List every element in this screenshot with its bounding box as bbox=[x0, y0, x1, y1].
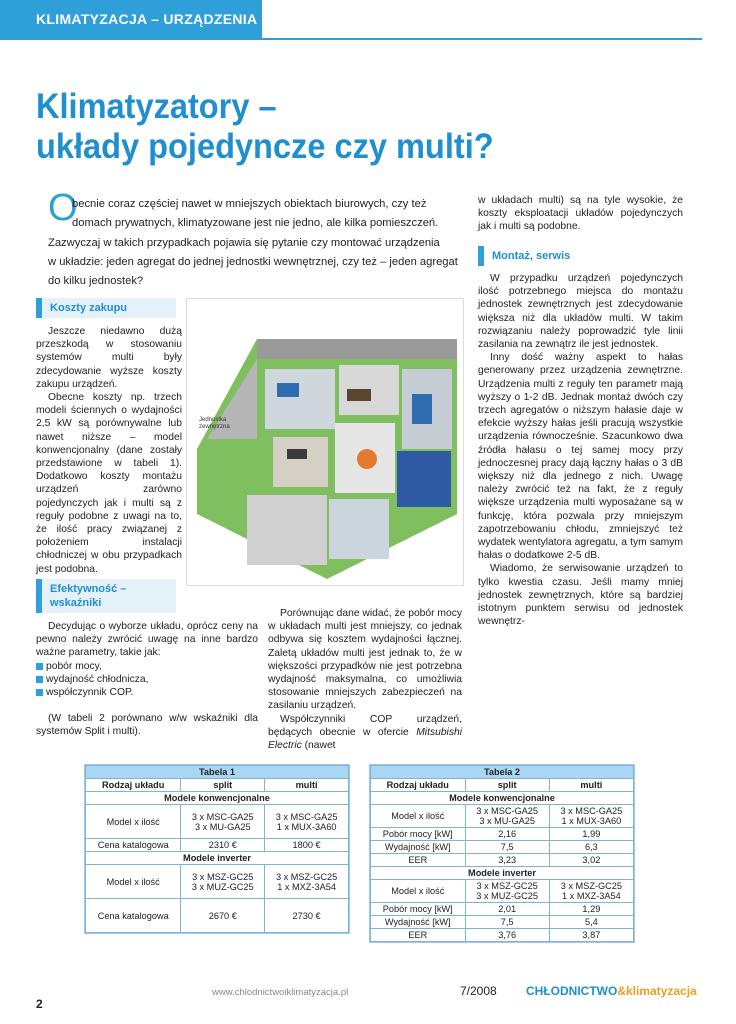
office-floorplan-image bbox=[187, 299, 463, 585]
section-heading-text: wskaźniki bbox=[50, 597, 102, 609]
table-cell: EER bbox=[371, 854, 466, 867]
table-cell: Model x ilość bbox=[86, 805, 181, 839]
column-middle bbox=[268, 607, 462, 752]
issue-number: 7/2008 bbox=[460, 984, 497, 998]
paragraph: Inny dość ważny aspekt to hałas generowany przez urządzenia zewnętrzne. Urządzenia multi z reguły ten parametr mają wyższy o 1-2 dB. Jednak montaż dwóch czy trzech agregatów o niższym hałasie daje w efekcie wyższy hałas jeśli pracują wszystkie urządzenia równocześnie. Szacunkowo dwa źródła hałasu o tej samej mocy przy jednoczesnej pracy dają łączny hałas o 3 dB większy niż dla jednego z nich. Uwagę należy zwrócić też na fakt, że z reguły większe urządzenia multi wyposażane są w funkcję, która pozwala przy mniejszym zapotrzebowaniu chłodu, zmniejszyć też wydatek wentylatora agregatu, a tym samym hałas o dodatkowe 2-5 dB. bbox=[478, 352, 683, 562]
table-cell: 3 x MSZ-GC25 3 x MUZ-GC25 bbox=[465, 880, 549, 903]
table-header-cell: split bbox=[465, 779, 549, 792]
logo-part-a: CHŁODNICTWO bbox=[526, 984, 618, 998]
table-cell: 3,23 bbox=[465, 854, 549, 867]
table-cell: 3 x MSZ-GC25 1 x MXZ-3A54 bbox=[265, 865, 349, 899]
lead-paragraph bbox=[48, 195, 463, 291]
table-cell: 5,4 bbox=[549, 916, 633, 929]
table-cell: 2730 € bbox=[265, 899, 349, 933]
paragraph-text: Współczynniki COP urządzeń, będących obecnie w ofercie bbox=[268, 713, 462, 738]
section-heading-text: Montaż, serwis bbox=[492, 250, 571, 262]
table-group-row: Modele inverter bbox=[86, 852, 349, 865]
paragraph-text: (nawet bbox=[301, 740, 336, 752]
table-cell: 3 x MSC-GA25 3 x MU-GA25 bbox=[465, 805, 549, 828]
table-title: Tabela 1 bbox=[86, 766, 349, 779]
table-2 bbox=[369, 764, 635, 943]
image-caption-line2: zewnętrzna bbox=[199, 424, 230, 430]
magazine-logo bbox=[526, 984, 697, 998]
table-cell: 7,5 bbox=[465, 841, 549, 854]
section-header-band bbox=[0, 0, 262, 40]
table-cell: 3 x MSZ-GC25 3 x MUZ-GC25 bbox=[181, 865, 265, 899]
table-cell: 2,01 bbox=[465, 903, 549, 916]
table-cell: 3,87 bbox=[549, 929, 633, 942]
table-cell: 3,02 bbox=[549, 854, 633, 867]
table-cell: Model x ilość bbox=[86, 865, 181, 899]
column-left-koszty bbox=[36, 325, 182, 576]
table-cell: EER bbox=[371, 929, 466, 942]
section-heading-text: Koszty zakupu bbox=[50, 302, 128, 314]
logo-ampersand: & bbox=[617, 984, 626, 998]
table-cell: 1800 € bbox=[265, 839, 349, 852]
table-cell: Model x ilość bbox=[371, 880, 466, 903]
table-cell: 1,99 bbox=[549, 828, 633, 841]
table-cell: 1,29 bbox=[549, 903, 633, 916]
lead-dropcap: O bbox=[48, 187, 78, 229]
table-cell: 6,3 bbox=[549, 841, 633, 854]
lead-line: Zazwyczaj w takich przypadkach pojawia się pytanie czy montować urządzenia bbox=[48, 236, 440, 249]
logo-part-b: klimatyzacja bbox=[626, 984, 697, 998]
section-heading-koszty bbox=[36, 298, 176, 318]
table-cell: Model x ilość bbox=[371, 805, 466, 828]
brand-name: Mitsubishi Electric bbox=[268, 726, 462, 752]
table-cell: 3 x MSC-GA25 1 x MUX-3A60 bbox=[549, 805, 633, 828]
page-number: 2 bbox=[36, 997, 43, 1011]
table-header-cell: multi bbox=[265, 779, 349, 792]
section-heading-efektywnosc bbox=[36, 579, 176, 613]
table-group-row: Modele konwencjonalne bbox=[371, 792, 634, 805]
paragraph: w układach multi) są na tyle wysokie, że koszty eksploatacji układów pojedynczych jak i multi są podobne. bbox=[478, 195, 683, 233]
paragraph bbox=[268, 713, 462, 753]
table-cell: 3 x MSC-GA25 3 x MU-GA25 bbox=[181, 805, 265, 839]
table-cell: 3 x MSZ-GC25 1 x MXZ-3A54 bbox=[549, 880, 633, 903]
paragraph: Obecne koszty np. trzech modeli ściennych o wydajności 2,5 kW są porównywalne lub nawet niższe – model konwencjonalny (dane zostały przedstawione w tabeli 1). Dodatkowo koszty montażu urządzeń zarówno pojedynczych jak i multi są z reguły podobne z uwagi na to, że ilość pracy związanej z położeniem instalacji chłodniczej w obu przypadkach jest podobna. bbox=[36, 392, 182, 575]
table-1 bbox=[84, 764, 350, 934]
lead-line: w układzie: jeden agregat do jednej jednostki wewnętrznej, czy też – jeden agregat bbox=[48, 255, 458, 268]
bullet-item: pobór mocy, bbox=[36, 660, 258, 673]
section-heading-text: Efektywność – bbox=[50, 583, 127, 595]
paragraph: Jeszcze niedawno dużą przeszkodą w stosowaniu systemów multi były zdecydowanie wyższe koszty zakupu urządzeń. bbox=[36, 326, 182, 390]
table-cell: Cena katalogowa bbox=[86, 839, 181, 852]
table-title: Tabela 2 bbox=[371, 766, 634, 779]
table-group-row: Modele konwencjonalne bbox=[86, 792, 349, 805]
article-title-line2: układy pojedyncze czy multi? bbox=[36, 127, 494, 166]
table-header-cell: multi bbox=[549, 779, 633, 792]
table-cell: Cena katalogowa bbox=[86, 899, 181, 933]
table-cell: 3,76 bbox=[465, 929, 549, 942]
paragraph: Porównując dane widać, że pobór mocy w układach multi jest mniejszy, co jednak odbywa się kosztem wydajności łącznej. Zaletą układów multi jest jednak to, że w większości przypadków nie jest potrzebna wydajność maksymalna, co umożliwia stosowanie mniejszych zabezpieczeń na zasilaniu urządzeń. bbox=[268, 608, 463, 712]
article-title-line1: Klimatyzatory – bbox=[36, 87, 277, 126]
column-right-top bbox=[478, 194, 683, 234]
table-cell: 3 x MSC-GA25 1 x MUX-3A60 bbox=[265, 805, 349, 839]
lead-line: becnie coraz częściej nawet w mniejszych obiektach biurowych, czy też bbox=[72, 198, 427, 210]
header-rule bbox=[262, 38, 702, 40]
table-cell: 2670 € bbox=[181, 899, 265, 933]
table-cell: Wydajność [kW] bbox=[371, 841, 466, 854]
footer-url[interactable]: www.chlodnictwoiklimatyzacja.pl bbox=[212, 987, 349, 998]
table-header-cell: split bbox=[181, 779, 265, 792]
paragraph: (W tabeli 2 porównano w/w wskaźniki dla systemów Split i multi). bbox=[36, 713, 258, 738]
office-illustration bbox=[186, 298, 464, 586]
image-caption-line1: Jednostka bbox=[199, 417, 227, 423]
bullet-item: wydajność chłodnicza, bbox=[36, 673, 258, 686]
section-heading-montaz bbox=[478, 246, 683, 266]
column-right-montaz bbox=[478, 272, 683, 628]
section-header-label: KLIMATYZACJA – URZĄDZENIA bbox=[36, 11, 258, 27]
lead-line: domach prywatnych, klimatyzowane jest nie jedno, ale kilka pomieszczeń. bbox=[72, 217, 439, 230]
table-group-row: Modele inverter bbox=[371, 867, 634, 880]
table-cell: 2310 € bbox=[181, 839, 265, 852]
column-left-efektywnosc bbox=[36, 620, 258, 739]
table-header-cell: Rodzaj układu bbox=[371, 779, 466, 792]
lead-line: do kilku jednostek? bbox=[48, 275, 144, 288]
table-cell: Pobór mocy [kW] bbox=[371, 903, 466, 916]
paragraph: Decydując o wyborze układu, oprócz ceny na pewno należy zwrócić uwagę na inne bardzo ważne parametry, takie jak: bbox=[36, 621, 258, 659]
article-title bbox=[36, 87, 631, 167]
table-cell: 2,16 bbox=[465, 828, 549, 841]
table-cell: Wydajność [kW] bbox=[371, 916, 466, 929]
table-header-cell: Rodzaj układu bbox=[86, 779, 181, 792]
paragraph: W przypadku urządzeń pojedynczych ilość potrzebnego miejsca do montażu jednostek zewnętrznych jest zdecydowanie większa niż dla układów multi. W takim rozwiązaniu należy poprowadzić tyle linii zasilania na zewnątrz ile jest jednostek. bbox=[478, 273, 683, 351]
paragraph: Wiadomo, że serwisowanie urządzeń to tylko kwestia czasu. Jeśli mamy mniej jednostek zewnętrznych, które są bardziej istotnym punktem serwisu od jednostek wewnętrz- bbox=[478, 563, 683, 628]
bullet-list bbox=[36, 660, 258, 700]
table-cell: 7,5 bbox=[465, 916, 549, 929]
bullet-item: współczynnik COP. bbox=[36, 686, 258, 699]
table-cell: Pobór mocy [kW] bbox=[371, 828, 466, 841]
